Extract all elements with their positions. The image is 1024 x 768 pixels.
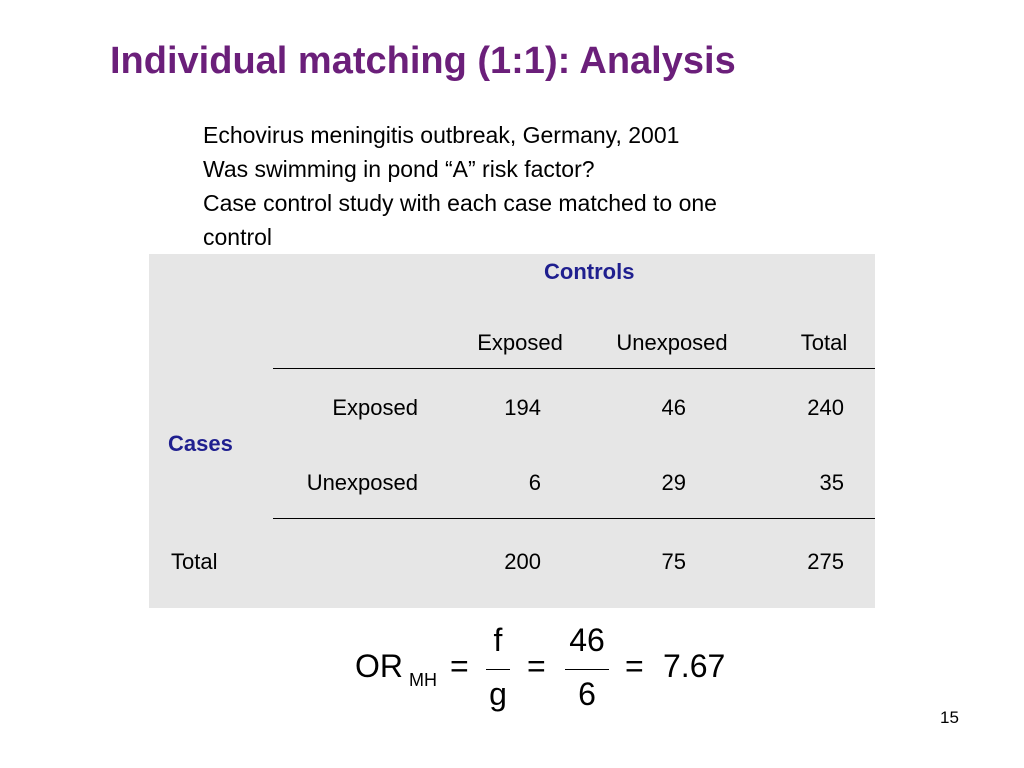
cell-total-exposed: 200	[504, 549, 541, 574]
formula-or: OR	[355, 648, 403, 684]
row-label-unexposed: Unexposed	[306, 470, 418, 495]
cell-unexposed-unexposed: 29	[661, 470, 686, 495]
column-header-unexposed: Unexposed	[616, 330, 728, 355]
cell-total-unexposed: 75	[661, 549, 686, 574]
intro-line: Echovirus meningitis outbreak, Germany, 2001	[203, 122, 680, 148]
formula-result: 7.67	[663, 648, 726, 684]
formula-equals: =	[625, 648, 644, 684]
cases-label: Cases	[168, 431, 233, 456]
cell-unexposed-total: 35	[819, 470, 844, 495]
controls-header: Controls	[544, 259, 635, 284]
formula-equals: =	[450, 648, 469, 684]
cell-exposed-unexposed: 46	[661, 395, 686, 420]
header-divider	[273, 368, 875, 369]
matched-pairs-table	[149, 254, 875, 608]
formula-equals: =	[527, 648, 546, 684]
cell-unexposed-exposed: 6	[528, 470, 541, 495]
slide-title: Individual matching (1:1): Analysis	[110, 40, 736, 82]
formula-subscript: MH	[409, 670, 437, 690]
fraction1-numerator: f	[493, 622, 503, 658]
cell-exposed-total: 240	[807, 395, 844, 420]
row-label-total: Total	[171, 549, 218, 574]
fraction2-bar	[565, 669, 609, 670]
intro-line: control	[203, 224, 273, 250]
fraction2-denominator: 6	[578, 676, 596, 712]
intro-line: Case control study with each case matched to one	[203, 190, 717, 216]
fraction1-bar	[486, 669, 510, 670]
fraction1-denominator: g	[489, 676, 507, 712]
intro-line: Was swimming in pond “A” risk factor?	[203, 156, 595, 182]
column-header-exposed: Exposed	[477, 330, 563, 355]
row-label-exposed: Exposed	[332, 395, 418, 420]
column-header-total: Total	[800, 330, 848, 355]
odds-ratio-formula	[355, 620, 775, 720]
intro-text	[203, 118, 863, 254]
page-number: 15	[940, 708, 959, 727]
cell-total-total: 275	[807, 549, 844, 574]
total-divider	[273, 518, 875, 519]
fraction2-numerator: 46	[569, 622, 605, 658]
cell-exposed-exposed: 194	[504, 395, 541, 420]
